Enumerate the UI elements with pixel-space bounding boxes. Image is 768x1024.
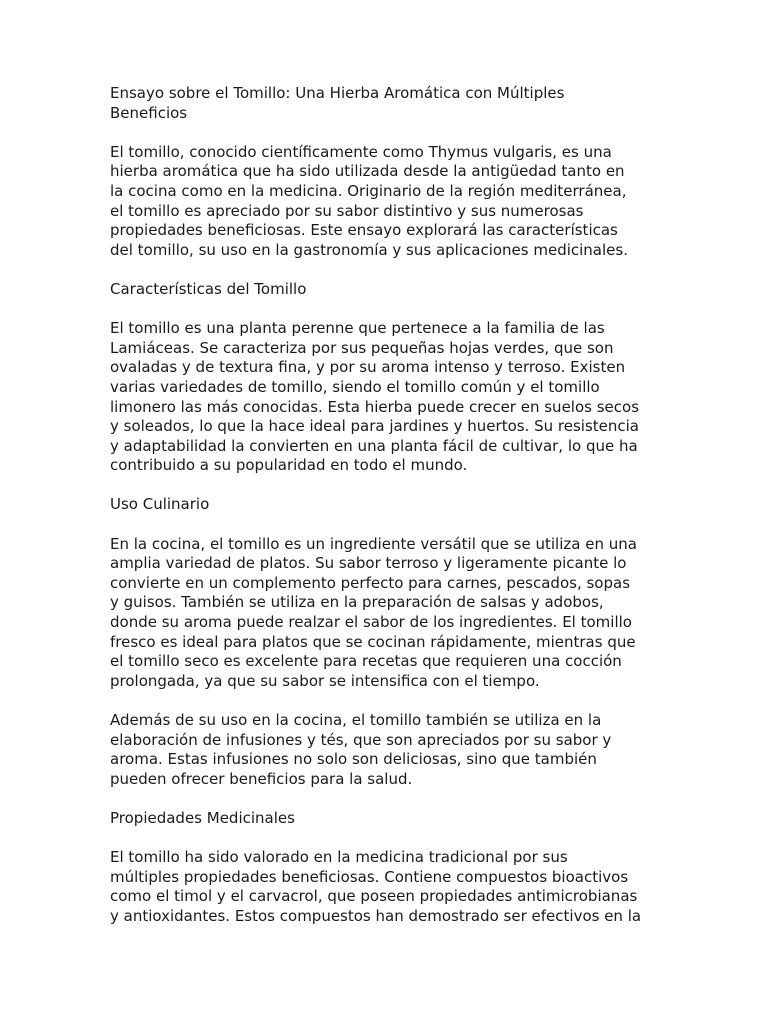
section-heading-medicinal: Propiedades Medicinales	[110, 808, 295, 827]
culinary-paragraph: En la cocina, el tomillo es un ingrediente versátil que se utiliza en una amplia variedad de platos. Su sabor terroso y ligeramente picante lo convierte en un complemento perfecto para carnes, pescados, sopas y guisos. También se utiliza en la preparación de salsas y adobos, donde su aroma puede realzar el sabor de los ingredientes. El tomillo fresco es ideal para platos que se cocinan rápidamente, mientras que el tomillo seco es excelente para recetas que requieren una cocción prolongada, ya que su sabor se intensifica con el tiempo.	[110, 534, 637, 690]
medicinal-paragraph: El tomillo ha sido valorado en la medicina tradicional por sus múltiples propiedades beneficiosas. Contiene compuestos bioactivos como el timol y el carvacrol, que poseen propiedades antimicrobianas y antioxidantes. Estos compuestos han demostrado ser efectivos en la	[110, 848, 642, 925]
characteristics-paragraph: El tomillo es una planta perenne que pertenece a la familia de las Lamiáceas. Se caracteriza por sus pequeñas hojas verdes, que son ovaladas y de textura fina, y por su aroma intenso y terroso. Existen varias variedades de tomillo, siendo el tomillo común y el tomillo limonero las más conocidas. Esta hierba puede crecer en suelos secos y soleados, lo que la hace ideal para jardines y huertos. Su resistencia y adaptabilidad la convierten en una planta fácil de cultivar, lo que ha contribuido a su popularidad en todo el mundo.	[110, 319, 640, 475]
essay-title: Ensayo sobre el Tomillo: Una Hierba Aromática con Múltiples Beneficios	[110, 84, 565, 122]
section-heading-culinary: Uso Culinario	[110, 495, 210, 514]
intro-paragraph: El tomillo, conocido científicamente como Thymus vulgaris, es una hierba aromática que ha sido utilizada desde la antigüedad tanto en la cocina como en la medicina. Originario de la región mediterránea, el tomillo es apreciado por su sabor distintivo y sus numerosas propiedades beneficiosas. Este ensayo explorará las características del tomillo, su uso en la gastronomía y sus aplicaciones medicinales.	[110, 142, 628, 259]
infusions-paragraph: Además de su uso en la cocina, el tomillo también se utiliza en la elaboración de infusiones y tés, que son apreciados por su sabor y aroma. Estas infusiones no solo son deliciosas, sino que también pueden ofrecer beneficios para la salud.	[110, 711, 612, 788]
section-heading-characteristics: Características del Tomillo	[110, 279, 307, 298]
document-body	[110, 84, 666, 946]
